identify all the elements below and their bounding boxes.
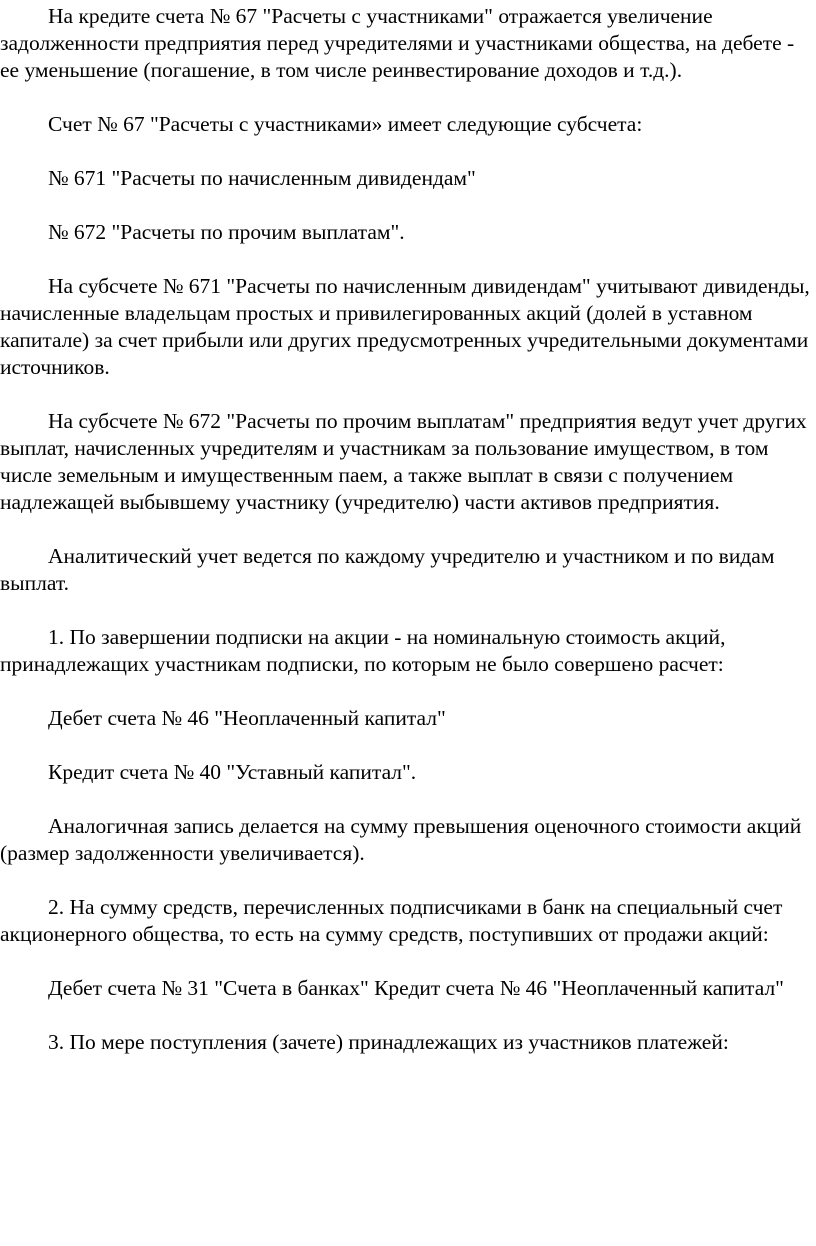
- document-page: [0, 3, 816, 1246]
- paragraph-subaccount-671: № 671 "Расчеты по начисленным дивидендам": [48, 166, 476, 190]
- paragraph-subaccount-671-description: На субсчете № 671 "Расчеты по начисленным дивидендам" учитывают дивиденды, начисленные владельцам простых и привилегированных акций (долей в уставном капитале) за счет прибыли или других предусмотренных учредительными документами источников.: [0, 274, 810, 379]
- paragraph-debit-31-credit-46: Дебет счета № 31 "Счета в банках" Кредит счета № 46 "Неоплаченный капитал": [48, 976, 784, 1000]
- paragraph-item-3: 3. По мере поступления (зачете) принадлежащих из участников платежей:: [48, 1030, 729, 1054]
- paragraph-debit-46: Дебет счета № 46 "Неоплаченный капитал": [48, 706, 446, 730]
- paragraph-subaccount-672: № 672 "Расчеты по прочим выплатам".: [48, 220, 405, 244]
- paragraph-subaccount-672-description: На субсчете № 672 "Расчеты по прочим выплатам" предприятия ведут учет других выплат, начисленных учредителям и участникам за пользование имуществом, в том числе земельным и имущественным паем, а также выплат в связи с получением надлежащей выбывшему участнику (учредителю) части активов предприятия.: [0, 409, 807, 514]
- paragraph-similar-entry: Аналогичная запись делается на сумму превышения оценочного стоимости акций (размер задолженности увеличивается).: [0, 814, 802, 865]
- paragraph-credit-40: Кредит счета № 40 "Уставный капитал".: [48, 760, 417, 784]
- paragraph-account-67-credit-debit: На кредите счета № 67 "Расчеты с участниками" отражается увеличение задолженности предприятия перед учредителями и участниками общества, на дебете - ее уменьшение (погашение, в том числе реинвестирование доходов и т.д.).: [0, 4, 795, 82]
- paragraph-item-1: 1. По завершении подписки на акции - на номинальную стоимость акций, принадлежащих участникам подписки, по которым не было совершено расчет:: [0, 625, 726, 676]
- paragraph-analytical-accounting: Аналитический учет ведется по каждому учредителю и участником и по видам выплат.: [0, 544, 775, 595]
- paragraph-item-2: 2. На сумму средств, перечисленных подписчиками в банк на специальный счет акционерного общества, то есть на сумму средств, поступивших от продажи акций:: [0, 895, 783, 946]
- paragraph-subaccounts-intro: Счет № 67 "Расчеты с участниками» имеет следующие субсчета:: [48, 112, 643, 136]
